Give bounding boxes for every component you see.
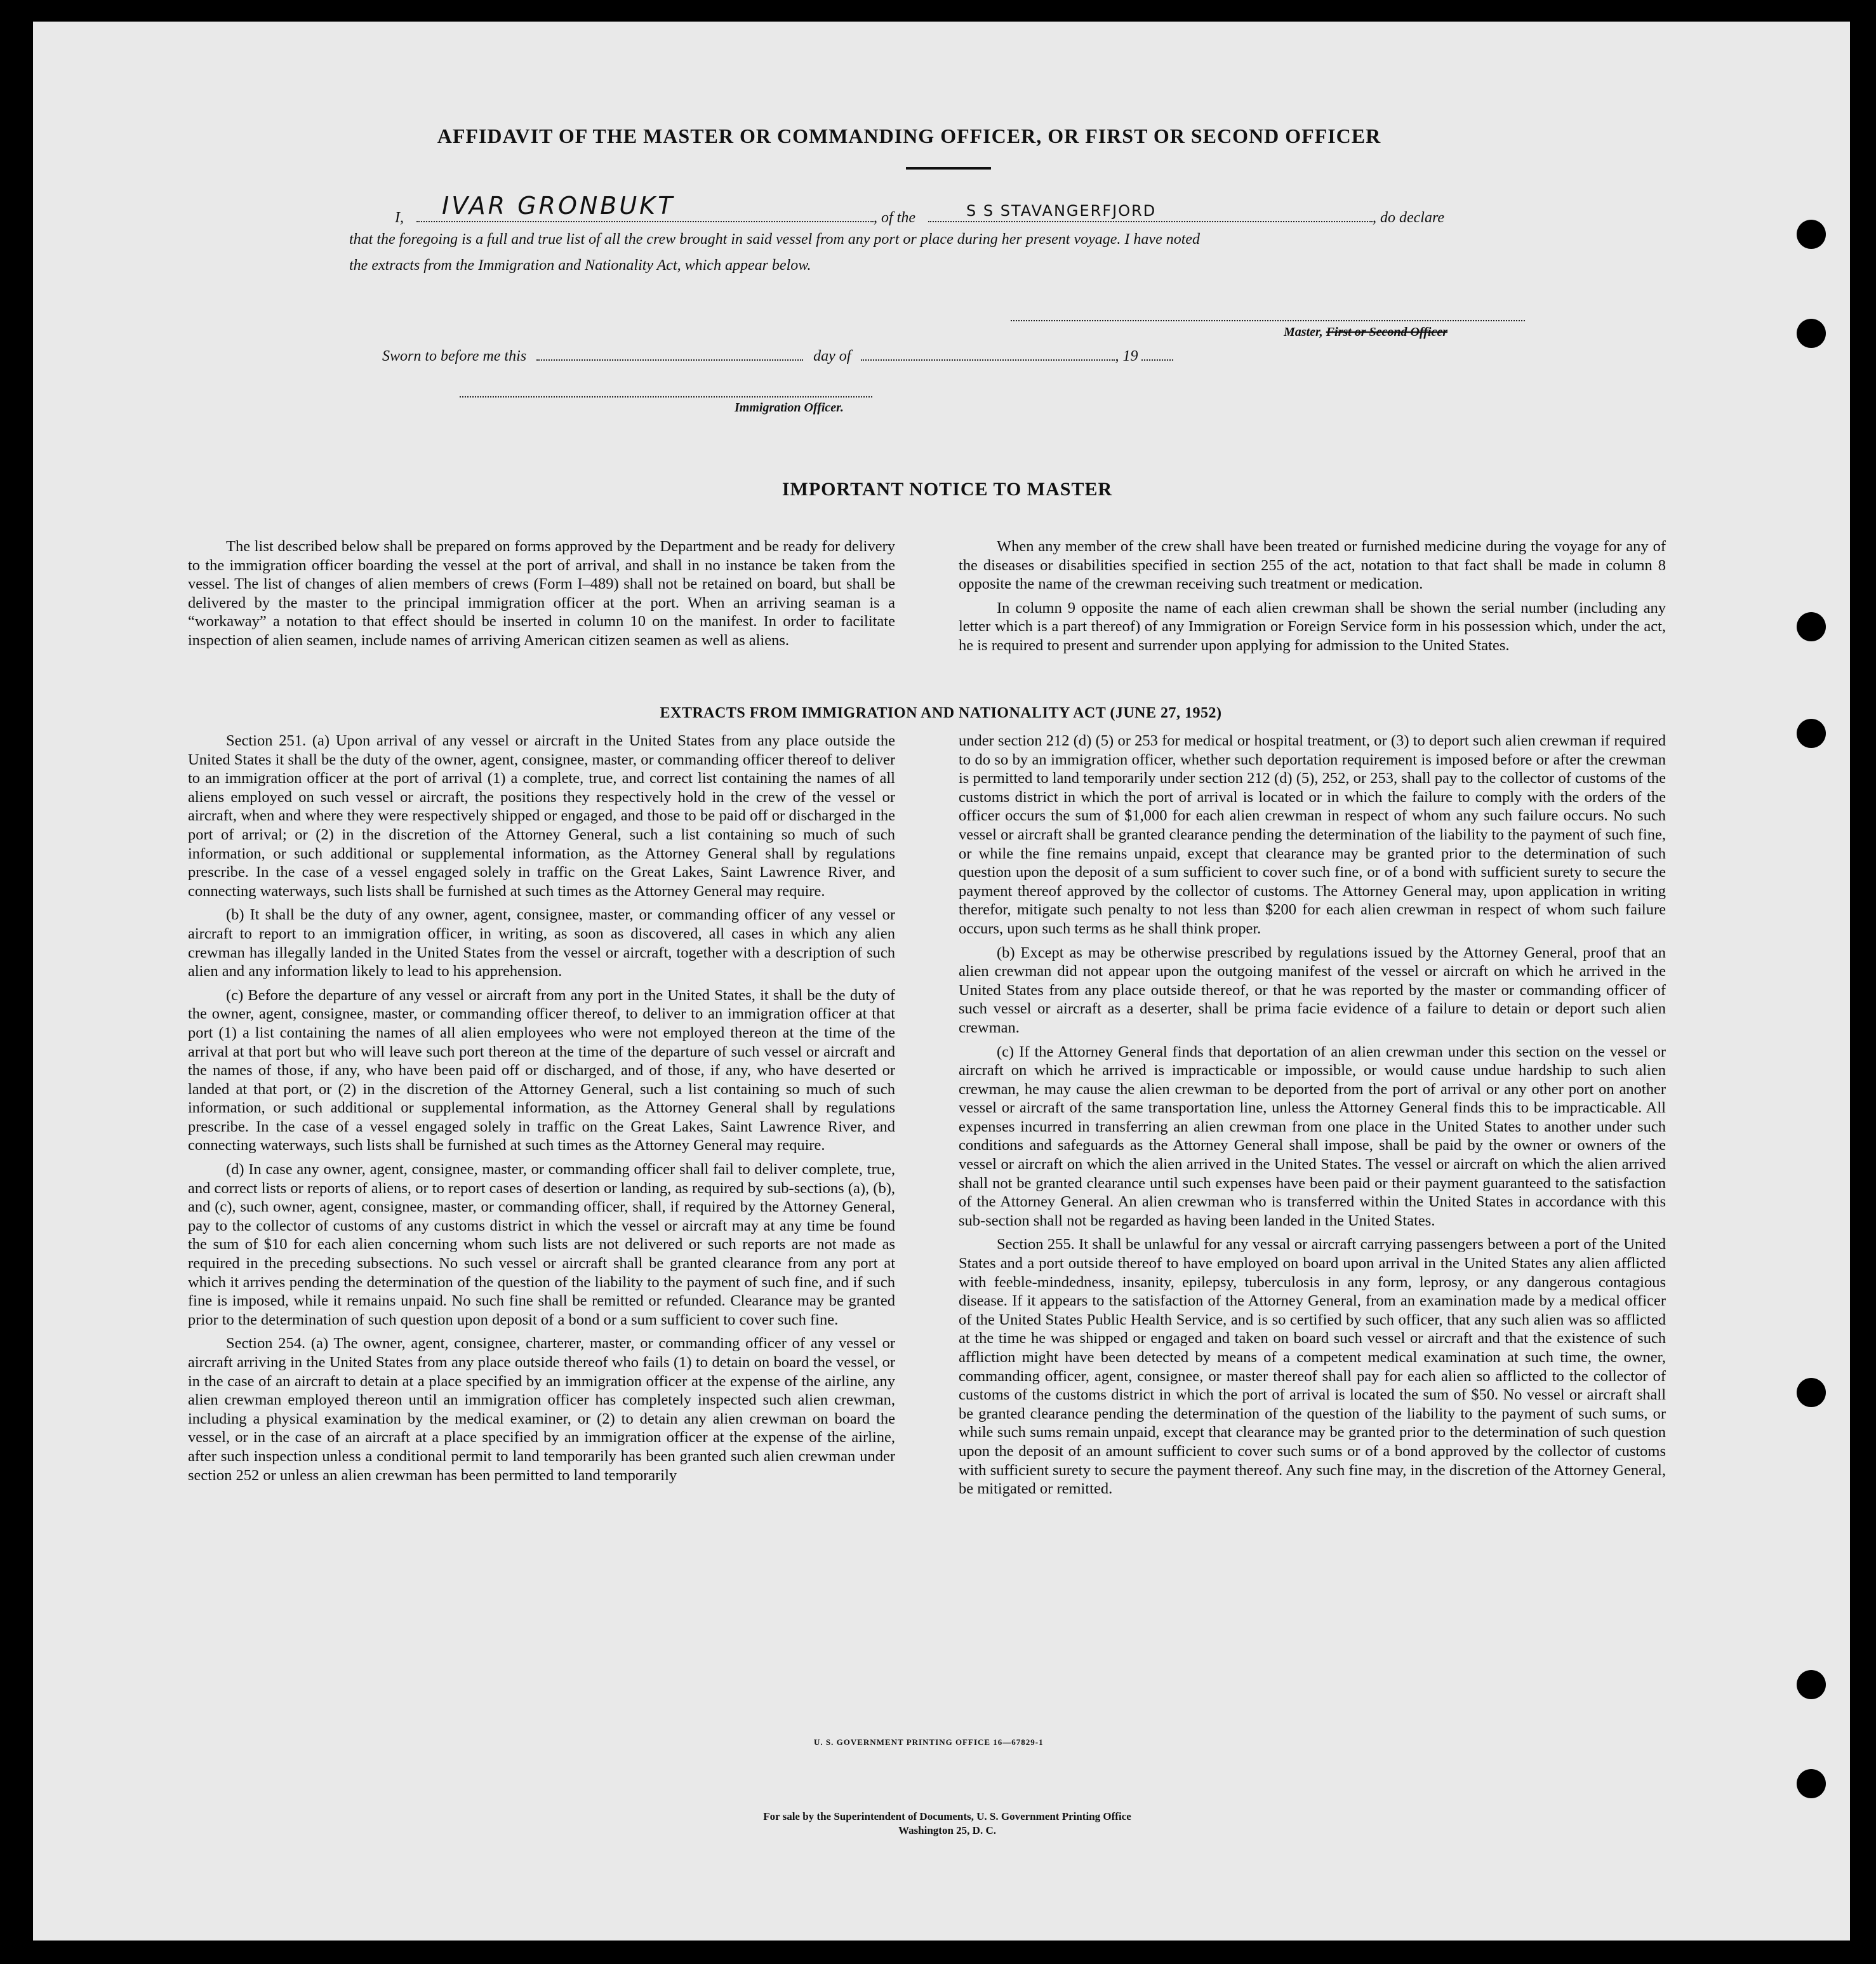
affidavit-title: AFFIDAVIT OF THE MASTER OR COMMANDING OFFICER, OR FIRST OR SECOND OFFICER (437, 124, 1381, 147)
extract-left-para: (b) It shall be the duty of any owner, agent, consignee, master, or commanding officer of any vessel or aircraft to report to an immigration officer, in writing, as soon as discovered, all cases in which any alien crewman has illegally landed in the United States from the vessel or aircraft, together with a description of such alien and any information likely to lead to his apprehension. (188, 906, 895, 980)
year-label: , 19 (1115, 348, 1138, 364)
extract-right-para: (b) Except as may be otherwise prescribed by regulations issued by the Attorney General, proof that an alien crewman did not appear upon the outgoing manifest of the vessel or aircraft on which he arrived in the United States from any place outside thereof, or that he was reported by the master or commanding officer of such vessel or aircraft as a deserter, shall be prima facie evidence of a failure to detain or deport such alien crewman. (959, 944, 1666, 1036)
sale-footer (604, 1810, 1290, 1838)
i-label: I, (395, 210, 404, 226)
declaration-line-1: that the foregoing is a full and true list of all the crew brought in said vessel from any port or place during her present voyage. I have noted (349, 231, 1201, 248)
extracts-right-column (959, 731, 1666, 1499)
vessel-name: S S STAVANGERFJORD (966, 202, 1157, 220)
notice-left-text: The list described below shall be prepared on forms approved by the Department and be ready for delivery to the immigration officer boarding the vessel at the port of arrival, and shall in no instance be taken from the vessel. The list of changes of alien members of crews (Form I–489) shall not be retained on board, but shall be delivered by the master to the principal immigration officer at the port. When an arriving seaman is a “workaway” a notation to that effect should be inserted in column 10 on the manifest. In order to facilitate inspection of alien seamen, include names of arriving American citizen seamen as well as aliens. (188, 538, 895, 649)
extracts-title: EXTRACTS FROM IMMIGRATION AND NATIONALITY ACT (JUNE 27, 1952) (660, 705, 1222, 721)
extracts-left-column (188, 731, 895, 1485)
binder-hole (1797, 612, 1826, 641)
footer-line-1: For sale by the Superintendent of Documents, U. S. Government Printing Office (763, 1810, 1131, 1822)
extract-right-para: under section 212 (d) (5) or 253 for medical or hospital treatment, or (3) to deport such alien crewman if required to do so by an immigration officer, whether such deportation requirement is imposed before or after the crewman is permitted to land temporarily under section 212 (d) (5), 252, or 253, shall pay to the collector of customs of the customs district in which the port of arrival is located or in which the failure to comply with the orders of the officer occurs the sum of $1,000 for each alien crewman in respect of whom any such failure occurs. No such vessel or aircraft shall be granted clearance pending the determination of the liability to the payment of such fine, or while the fine remains unpaid, except that clearance may be granted prior to the determination of such question upon the deposit of a sum sufficient to cover such fine, or of a bond with sufficient surety to secure the payment thereof approved by the collector of customs. The Attorney General may, upon application in writing therefor, mitigate such penalty to not less than $200 for each alien crewman in respect of whom such failure occurs, upon such terms as he shall think proper. (959, 732, 1666, 937)
notice-right-column (959, 537, 1666, 655)
declaration-line-2: the extracts from the Immigration and Nationality Act, which appear below. (349, 257, 811, 274)
binder-hole (1797, 1378, 1826, 1407)
do-declare-label: , do declare (1373, 210, 1445, 226)
extract-left-para: (c) Before the departure of any vessel or aircraft from any port in the United States, it shall be the duty of the owner, agent, consignee, master, or commanding officer thereof, to deliver to an immigration officer at that port (1) a list containing the names of all alien employees who were not employed thereon at the time of the arrival at that port but who will leave such port thereon at the time of the departure of such vessel or aircraft and the names of those, if any, who have been paid off or discharged, and of those, if any, who have deserted or landed at that port, or (2) in the discretion of the Attorney General, such a list containing so much of such information, or such additional or supplemental information, as the Attorney General shall by regulations prescribe. In the case of a vessel engaged solely in traffic on the Great Lakes, Saint Lawrence River, and connecting waterways, such lists shall be furnished at such times as the Attorney General may require. (188, 986, 895, 1154)
of-the-label: , of the (874, 210, 915, 226)
notice-title: IMPORTANT NOTICE TO MASTER (782, 479, 1113, 500)
notice-left-column (188, 537, 895, 650)
master-signature-field[interactable] (1011, 320, 1525, 321)
sworn-month-field[interactable] (861, 344, 1115, 361)
notice-right-para-2: In column 9 opposite the name of each alien crewman shall be shown the serial number (including any letter which is a part thereof) of any Immigration or Foreign Service form in his possession which, under the act, he is required to present and surrender upon applying for admission to the United States. (959, 599, 1666, 654)
sworn-year-field[interactable] (1141, 344, 1173, 361)
declarant-name: IVAR GRONBUKT (442, 192, 675, 220)
sworn-day-field[interactable] (536, 344, 803, 361)
footer-line-2: Washington 25, D. C. (898, 1824, 996, 1836)
immigration-officer-signature-field[interactable] (460, 396, 872, 397)
immigration-officer-label: Immigration Officer. (735, 401, 844, 415)
struck-officer-label: First or Second Officer (1326, 325, 1447, 339)
day-of-label: day of (813, 348, 851, 364)
extract-right-para: (c) If the Attorney General finds that deportation of an alien crewman under this section on the vessel or aircraft on which he arrived is impracticable or impossible, or would cause undue hardship to such alien crewman, he may cause the alien crewman to be deported from the port of arrival or any other port on another vessel or aircraft of the same transportation line, unless the Attorney General finds this to be impracticable. All expenses incurred in transferring an alien crewman from one place in the United States to another under such conditions and safeguards as the Attorney General shall impose, shall be paid by the owner or owners of the vessel or aircraft on which the alien arrived in the United States. The vessel or aircraft on which the alien arrived shall not be granted clearance until such expenses have been paid or their payment guaranteed to the satisfaction of the Attorney General. An alien crewman who is transferred within the United States in accordance with this sub-section shall not be regarded as having been landed in the United States. (959, 1043, 1666, 1229)
title-rule (906, 167, 991, 170)
vessel-name-field[interactable] (928, 202, 1373, 222)
notice-right-para-1: When any member of the crew shall have been treated or furnished medicine during the voyage for any of the diseases or disabilities specified in section 255 of the act, notation to that fact shall be made in column 8 opposite the name of the crewman receiving such treatment or medication. (959, 538, 1666, 593)
extract-left-para: (d) In case any owner, agent, consignee, master, or commanding officer shall fail to deliver complete, true, and correct lists or reports of aliens, or to report cases of desertion or landing, as required by sub-sections (a), (b), and (c), such owner, agent, consignee, master, or commanding officer, shall, if required by the Attorney General, pay to the collector of customs of any customs district in which the vessel or aircraft may at any time be found the sum of $10 for each alien concerning whom such lists are not delivered or such reports are not made as required in the preceding subsections. No such vessel or aircraft shall be granted clearance from any port at which it arrives pending the determination of the question of the liability to the payment of such fine, and if such fine is imposed, while it remains unpaid. No such fine shall be remitted or refunded. Clearance may be granted prior to the determination of such question upon deposit of a bond or a sum sufficient to cover such fine. (188, 1161, 895, 1328)
binder-hole (1797, 719, 1826, 748)
printer-imprint: U. S. GOVERNMENT PRINTING OFFICE 16—67829-1 (814, 1737, 1044, 1747)
master-caption (1284, 325, 1447, 340)
extract-right-para: Section 255. It shall be unlawful for any vessal or aircraft carrying passengers between a port of the United States and a port outside thereof to have employed on board upon arrival in the United States any alien afflicted with feeble-mindedness, insanity, epilepsy, tuberculosis in any form, leprosy, or any dangerous contagious disease. If it appears to the satisfaction of the Attorney General, from an examination made by a medical officer of the United States Public Health Service, and is so certified by such officer, that any such alien was so afflicted at the time he was shipped or engaged and taken on board such vessel or aircraft and that the existence of such affliction might have been detected by means of a competent medical examination at such time, the owner, commanding officer, agent, consignee, or master thereof shall pay for each alien so afflicted to the collector of customs of the customs district in which the port of arrival is located the sum of $50. No vessel or aircraft shall be granted clearance pending the determination of the question of the liability to the payment of such sums, or while such sums remain unpaid, except that clearance may be granted prior to the determination of such question upon the deposit of an amount sufficient to cover such sums or of a bond approved by the collector of customs with sufficient surety to secure the payment thereof. Any such fine may, in the discretion of the Attorney General, be mitigated or remitted. (959, 1236, 1666, 1498)
declarant-line (395, 192, 1445, 227)
extract-left-para: Section 254. (a) The owner, agent, consignee, charterer, master, or commanding officer of any vessel or aircraft arriving in the United States from any place outside thereof who fails (1) to detain on board the vessel, or in the case of an aircraft to detain at a place specified by an immigration officer at the expense of the airline, any alien crewman employed thereon until an immigration officer has completely inspected such alien crewman, including a physical examination by the medical examiner, or (2) to detain any alien crewman on board the vessel, or in the case of an aircraft at a place specified by an immigration officer at the expense of the airline, after such inspection unless a conditional permit to land temporarily has been granted such alien crewman under section 252 or unless an alien crewman has been permitted to land temporarily (188, 1335, 895, 1484)
binder-hole (1797, 1769, 1826, 1798)
master-label: Master, (1284, 325, 1326, 339)
sworn-line (382, 344, 1173, 365)
binder-hole (1797, 1670, 1826, 1699)
binder-hole (1797, 220, 1826, 249)
sworn-label: Sworn to before me this (382, 348, 527, 364)
document-page (33, 22, 1850, 1941)
extract-left-para: Section 251. (a) Upon arrival of any vessel or aircraft in the United States from any place outside the United States it shall be the duty of the owner, agent, consignee, master, or commanding officer thereof to deliver to an immigration officer at the port of arrival (1) a complete, true, and correct list containing the names of all aliens employed on such vessel or aircraft, the positions they respectively hold in the crew of the vessel or aircraft, when and where they were respectively shipped or engaged, and those to be paid off or discharged in the port of arrival; or (2) in the discretion of the Attorney General, such a list containing so much of such information, or such additional or supplemental information, as the Attorney General shall by regulations prescribe. In the case of a vessel engaged solely in traffic on the Great Lakes, Saint Lawrence River, and connecting waterways, such lists shall be furnished at such times as the Attorney General may require. (188, 732, 895, 900)
binder-hole (1797, 319, 1826, 348)
declarant-name-field[interactable] (416, 192, 874, 222)
